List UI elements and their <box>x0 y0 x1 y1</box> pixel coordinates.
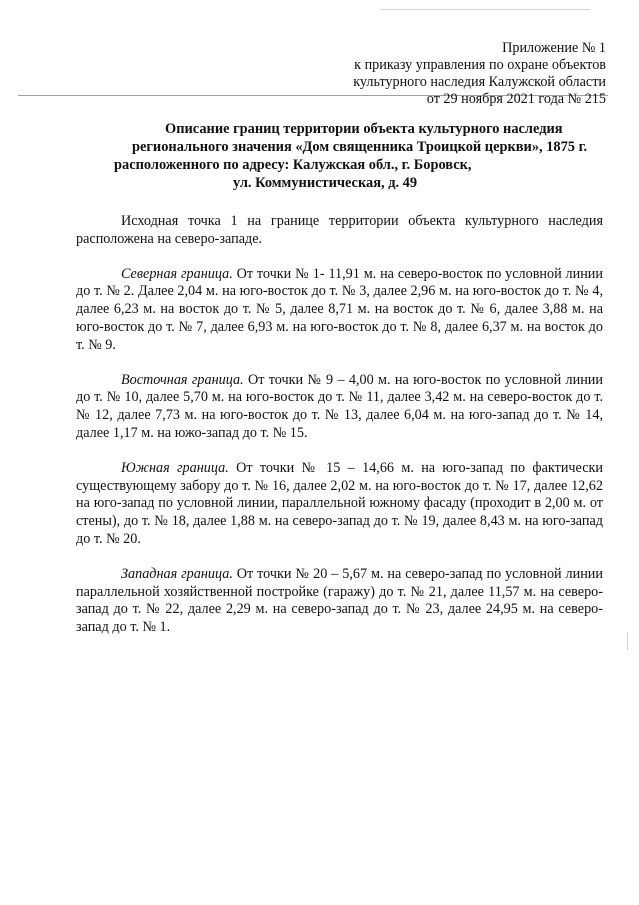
section-text: От точки № 15 – 14,66 м. на юго-запад по фактически существующему забору до т. № 16, далее 2,02 м. на юго-восток до т. № 17, далее 12,62 на юго-запад по условной линии, параллельной южному фасаду (проходит в 2,00 м. от стены), до т. № 18, далее 1,88 м. на северо-запад до т. № 19, далее 8,43 м. на юго-запад до т. № 20. <box>76 459 603 547</box>
title-line: ул. Коммунистическая, д. 49 <box>233 175 418 191</box>
section-heading: Восточная граница. <box>121 371 244 388</box>
title-line: расположенного по адресу: Калужская обл., г. Боровск, <box>114 157 472 173</box>
section-text: От точки № 1- 11,91 м. на северо-восток по условной линии до т. № 2. Далее 2,04 м. на юго-восток до т. № 3, далее 2,96 м. на юго-восток до т. № 4, далее 6,23 м. на восток до т. № 5, далее 8,71 м. на восток до т. № 6, далее 3,88 м. на юго-восток до т. № 7, далее 6,93 м. на юго-восток до т. № 8, далее 6,37 м. на восток до т. № 9. <box>76 265 603 353</box>
document-body <box>76 213 603 654</box>
east-boundary-paragraph <box>76 372 603 443</box>
appendix-line: культурного наследия Калужской области <box>353 74 606 90</box>
appendix-line: к приказу управления по охране объектов <box>354 57 606 73</box>
scan-artifact-top <box>380 9 590 10</box>
intro-paragraph: Исходная точка 1 на границе территории объекта культурного наследия расположена на северо-западе. <box>76 213 603 247</box>
south-boundary-paragraph <box>76 460 603 549</box>
document-title <box>80 120 588 192</box>
appendix-line: Приложение № 1 <box>502 40 606 56</box>
title-line: регионального значения «Дом священника Троицкой церкви», 1875 г. <box>132 139 588 155</box>
appendix-header <box>353 40 606 108</box>
appendix-line: от 29 ноября 2021 года № 215 <box>426 91 606 107</box>
west-boundary-paragraph <box>76 566 603 637</box>
section-heading: Западная граница. <box>121 565 233 582</box>
section-text: От точки № 9 – 4,00 м. на юго-восток по условной линии до т. № 10, далее 5,70 м. на юго-восток до т. № 11, далее 3,42 м. на северо-восток до т. № 12, далее 7,73 м. на юго-восток до т. № 13, далее 6,04 м. на юго-запад до т. № 14, далее 1,17 м. на южо-запад до т. № 15. <box>76 371 603 441</box>
scan-artifact-margin <box>627 632 628 650</box>
section-heading: Северная граница. <box>121 265 233 282</box>
section-heading: Южная граница. <box>121 459 229 476</box>
section-text: От точки № 20 – 5,67 м. на северо-запад по условной линии параллельной хозяйственной постройке (гаражу) до т. № 21, далее 11,57 м. на северо-запад до т. № 22, далее 2,29 м. на северо-запад до т. № 23, далее 24,95 м. на северо-запад до т. № 1. <box>76 565 603 636</box>
title-line: Описание границ территории объекта культурного наследия <box>165 121 563 137</box>
north-boundary-paragraph <box>76 266 603 355</box>
